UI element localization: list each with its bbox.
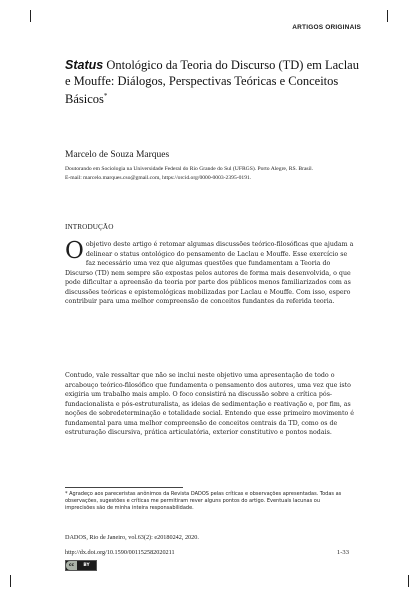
paragraph-1	[65, 240, 355, 307]
license-label: BY	[83, 563, 90, 568]
crop-mark-top-right	[387, 10, 388, 22]
title-lead: Status	[65, 58, 104, 72]
footnote-rule	[65, 487, 183, 488]
crop-mark-top-left	[30, 10, 31, 22]
page-number: 1-33	[336, 549, 349, 556]
paragraph-2: Contudo, vale ressaltar que não se inclui neste objetivo uma apresentação de todo o arcabouço teórico-filosófico que fundamenta o pensamento dos autores, uma vez que isto exigiria um trabalho mais amplo. O foco consistirá na discussão sobre a crítica pós-fundacionalista e pós-estruturalista, as ideias de sedimentação e reativação e, por fim, as noções de sobredeterminação e totalidade social. Entendo que esse primeiro movimento é fundamental para uma melhor compreensão de conceitos centrais da TD, como os de estruturação discursiva, prática articulatória, exterior constitutivo e pontos nodais.	[65, 372, 355, 436]
author-name: Marcelo de Souza Marques	[65, 150, 170, 160]
doi-link[interactable]: http://dx.doi.org/10.1590/001152582020211	[65, 549, 175, 556]
affiliation-text: Doutorando em Sociologia na Universidade Federal do Rio Grande do Sul (UFRGS). Porto Alegre, RS. Brasil.	[65, 166, 314, 172]
cc-icon: cc	[66, 561, 77, 570]
title-rest: Ontológico da Teoria do Discurso (TD) em Laclau e Mouffe: Diálogos, Perspectivas Teóricas e Conceitos Básicos	[65, 58, 359, 107]
section-label: ARTIGOS ORIGINAIS	[292, 24, 361, 31]
paragraph-1-text: objetivo deste artigo é retomar algumas discussões teórico-filosóficas que ajudam a delinear o status ontológico do pensamento de Laclau e Mouffe. Esse exercício se faz necessário uma vez que algumas questões que fundamentam a Teoria do Discurso (TD) nem sempre são expostas pelos autores de forma mais desenvolvida, o que pode dificultar a apreensão da teoria por parte dos públicos menos familiarizados com as discussões teóricas e epistemológicas mobilizadas por Laclau e Mouffe. Com isso, espero contribuir para uma melhor compreensão de conceitos fundantes da referida teoria.	[65, 241, 354, 305]
article-title	[65, 58, 365, 108]
crop-mark-bottom-left	[10, 575, 11, 587]
journal-reference: DADOS, Rio de Janeiro, vol.63(2): e20180242, 2020.	[65, 534, 199, 541]
author-affiliation	[65, 165, 360, 182]
section-heading: INTRODUÇÃO	[65, 223, 114, 231]
crop-mark-bottom-right	[408, 575, 409, 587]
cc-by-license-badge[interactable]	[65, 560, 97, 571]
author-email: E-mail: marcelo.marques.cso@gmail.com, https://orcid.org/0000-0003-2395-0191.	[65, 174, 252, 181]
title-footnote-marker: *	[103, 92, 108, 100]
footnote: * Agradeço aos pareceristas anônimos da Revista DADOS pelas críticas e observações apresentadas. Todas as observações, sugestões e críticas me permitiram rever alguns pontos do artigo. Eventuais lacunas ou imprecisões são de minha inteira responsabilidade.	[65, 491, 342, 511]
drop-cap: O	[65, 238, 84, 264]
